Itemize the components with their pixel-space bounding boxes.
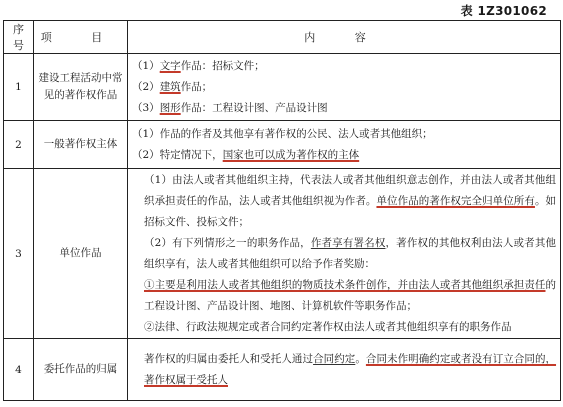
table-header-row [4,21,561,54]
table-caption: 表 1Z301062 [460,4,547,18]
content-line: （2）特定情况下，国家也可以成为著作权的主体 [132,148,360,161]
header-item: 项 目 [34,21,128,54]
content-paragraph: （2）有下列情形之一的职务作品，作者享有署名权，著作权的其他权利由法人或者其他组织享有，法人或者其他组织可以给予作者奖励： [144,236,557,270]
row-content [128,54,561,121]
row-item: 委托作品的归属 [34,339,128,401]
row-content [128,339,561,401]
row-item: 建设工程活动中常见的著作权作品 [34,54,128,121]
row-number: 2 [4,121,34,169]
content-line: （1）作品的作者及其他享有著作权的公民、法人或者其他组织； [132,127,433,140]
header-no: 序号 [4,21,34,54]
table-row [4,121,561,169]
row-number: 3 [4,169,34,339]
copyright-table [3,20,561,401]
table-row [4,54,561,121]
content-line: （2）建筑作品； [132,80,213,93]
content-paragraph: （1）由法人或者其他组织主持，代表法人或者其他组织意志创作，并由法人或者其他组织承担责任的作品，法人或者其他组织视为作者。单位作品的著作权完全归单位所有。如招标文件、投标文件； [144,173,557,228]
table-row [4,169,561,339]
content-line: （1）文字作品：招标文件； [132,59,265,72]
row-item: 一般著作权主体 [34,121,128,169]
row-number: 1 [4,54,34,121]
row-content [128,121,561,169]
row-item: 单位作品 [34,169,128,339]
row-content [128,169,561,339]
content-paragraph: ②法律、行政法规规定或者合同约定著作权由法人或者其他组织享有的职务作品 [144,320,512,333]
row-number: 4 [4,339,34,401]
content-paragraph: 著作权的归属由委托人和受托人通过合同约定。合同未作明确约定或者没有订立合同的，著作权属于受托人 [144,352,557,386]
content-paragraph: ①主要是利用法人或者其他组织的物质技术条件创作，并由法人或者其他组织承担责任的工程设计图、产品设计图、地图、计算机软件等职务作品； [144,278,556,312]
content-line: （3）图形作品：工程设计图、产品设计图 [132,101,328,114]
table-row [4,339,561,401]
header-content: 内 容 [128,21,561,54]
